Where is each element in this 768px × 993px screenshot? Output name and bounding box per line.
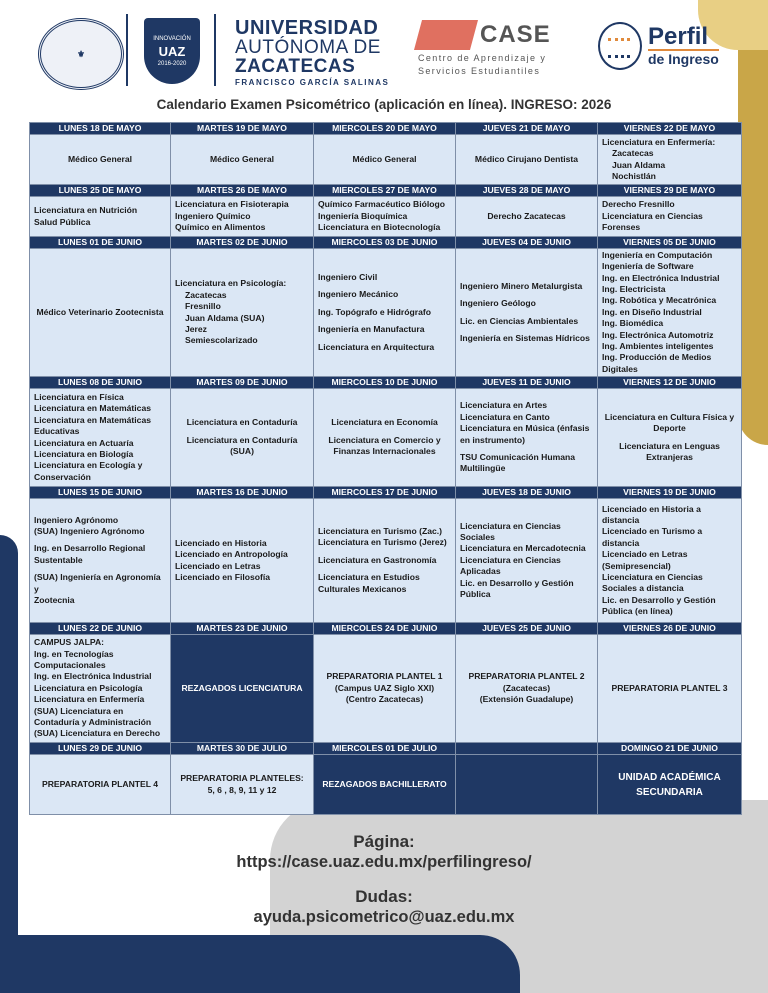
program-name: Sustentable — [34, 554, 83, 565]
day-header: JUEVES 21 DE MAYO — [456, 123, 598, 135]
program-name: distancia — [602, 515, 640, 526]
program-cell — [314, 197, 456, 237]
program-name: Licenciatura en Turismo (Zac.) — [318, 526, 443, 537]
program-name: Licenciatura en Matemáticas — [34, 414, 152, 425]
divider — [214, 14, 216, 86]
case-subtitle-1: Centro de Aprendizaje y — [418, 53, 547, 63]
program-name: SECUNDARIA — [636, 786, 703, 798]
program-name: Licenciatura en Arquitectura — [318, 341, 435, 352]
day-header: MIERCOLES 27 DE MAYO — [314, 185, 456, 197]
program-name: Lic. en Desarrollo y Gestión — [460, 577, 574, 588]
program-name: Jerez — [185, 323, 207, 334]
program-name: Ingeniero Minero Metalurgista — [460, 280, 583, 291]
university-seal-logo: ⚜ — [38, 18, 124, 90]
program-name: UNIDAD ACADÉMICA — [618, 771, 721, 783]
program-name: Licenciatura en Estudios — [318, 572, 420, 583]
program-name: Licenciatura en Psicología: — [175, 278, 287, 289]
program-name: Licenciatura en Mercadotecnia — [460, 543, 586, 554]
doubts-label: Dudas: — [355, 887, 413, 906]
day-header: JUEVES 11 DE JUNIO — [456, 377, 598, 389]
program-name: Licenciatura en Turismo (Jerez) — [318, 537, 447, 548]
program-name: Químico en Alimentos — [175, 222, 266, 233]
program-name: Ing. en Diseño Industrial — [602, 306, 702, 317]
program-name: CAMPUS JALPA: — [34, 637, 105, 648]
program-name: PREPARATORIA PLANTEL 3 — [611, 682, 728, 693]
programs-row — [30, 499, 742, 623]
day-header: JUEVES 04 DE JUNIO — [456, 237, 598, 249]
program-name: Ing. Ambientes inteligentes — [602, 340, 714, 351]
day-header-row — [30, 185, 742, 197]
program-name: Ingeniería en Sistemas Hídricos — [460, 332, 590, 343]
program-cell — [314, 635, 456, 743]
program-name: Ingeniero Químico — [175, 210, 251, 221]
program-name: Ingeniería en Manufactura — [318, 324, 425, 335]
day-header: MIERCOLES 03 DE JUNIO — [314, 237, 456, 249]
program-name: Ing. en Tecnologías — [34, 648, 114, 659]
program-cell — [30, 197, 171, 237]
university-line-1: UNIVERSIDAD — [235, 17, 379, 39]
program-name: Ing. Producción de Medios — [602, 352, 712, 363]
day-header: MIERCOLES 20 DE MAYO — [314, 123, 456, 135]
programs-row — [30, 635, 742, 743]
program-name: Aplicadas — [460, 566, 501, 577]
program-name: Licenciado en Letras — [602, 549, 688, 560]
program-name: Zacatecas — [612, 148, 654, 159]
program-cell — [314, 755, 456, 815]
program-name: Ing. en Electrónica Industrial — [34, 671, 152, 682]
program-name: Licenciatura en Lenguas — [619, 440, 720, 451]
program-name: Ing. en Electrónica Industrial — [602, 272, 720, 283]
day-header-row — [30, 123, 742, 135]
program-name: (Semipresencial) — [602, 560, 671, 571]
program-name: Licenciado en Historia a — [602, 503, 701, 514]
case-name: CASE — [480, 21, 551, 48]
programs-row — [30, 197, 742, 237]
program-name: Ing. Electricista — [602, 284, 666, 295]
university-line-3: ZACATECAS — [235, 56, 356, 77]
program-cell — [30, 135, 171, 185]
case-subtitle-2: Servicios Estudiantiles — [418, 66, 541, 77]
uaz-shield-text: UAZ — [158, 43, 186, 59]
day-header: MARTES 02 DE JUNIO — [171, 237, 314, 249]
program-name: Derecho Fresnillo — [602, 199, 675, 210]
program-name: Educativas — [34, 426, 80, 437]
program-name: (Zacatecas) — [502, 682, 551, 693]
program-name: Licenciatura en Artes — [460, 400, 548, 411]
uaz-shield-logo — [144, 18, 200, 84]
program-name: Zootecnia — [34, 594, 75, 605]
program-name: Licenciatura en Ciencias — [602, 571, 703, 582]
day-header: JUEVES 28 DE MAYO — [456, 185, 598, 197]
day-header-row — [30, 623, 742, 635]
program-name: Finanzas Internacionales — [333, 446, 436, 457]
program-name: PREPARATORIA PLANTEL 4 — [41, 778, 159, 789]
program-cell — [171, 249, 314, 377]
day-header: MIERCOLES 01 DE JULIO — [314, 743, 456, 755]
day-header: LUNES 08 DE JUNIO — [30, 377, 171, 389]
program-name: Semiescolarizado — [185, 335, 258, 346]
program-name: Lic. en Ciencias Ambientales — [460, 315, 579, 326]
program-cell — [456, 499, 598, 623]
day-header: LUNES 01 DE JUNIO — [30, 237, 171, 249]
day-header: JUEVES 25 DE JUNIO — [456, 623, 598, 635]
program-name: Juan Aldama (SUA) — [185, 312, 265, 323]
program-name: (SUA) Ingeniero Agrónomo — [34, 526, 145, 537]
day-header: MARTES 09 DE JUNIO — [171, 377, 314, 389]
university-subtitle: FRANCISCO GARCÍA SALINAS — [235, 78, 390, 87]
program-cell — [456, 389, 598, 487]
day-header: MIERCOLES 10 DE JUNIO — [314, 377, 456, 389]
case-logo — [418, 20, 558, 77]
navy-decor-bottom — [0, 935, 520, 993]
program-name: (Extensión Guadalupe) — [479, 694, 574, 705]
program-cell — [30, 499, 171, 623]
program-name: (SUA) Ingeniería en Agronomía y — [34, 572, 161, 594]
program-cell — [314, 389, 456, 487]
program-name: Ing. Topógrafo e Hidrógrafo — [318, 306, 431, 317]
program-name: Licenciatura en Enfermería: — [602, 136, 716, 147]
day-header: VIERNES 12 DE JUNIO — [598, 377, 742, 389]
program-name: (SUA) Licenciatura en — [34, 705, 124, 716]
program-name: PREPARATORIA PLANTELES: — [180, 773, 304, 784]
program-name: Sociales — [460, 532, 495, 543]
program-name: Licenciatura en Ecología y — [34, 460, 143, 471]
program-name: Ing. Electrónica Automotriz — [602, 329, 714, 340]
program-name: Médico Veterinario Zootecnista — [36, 306, 164, 317]
program-cell — [171, 389, 314, 487]
program-name: Licenciatura en Fisioterapia — [175, 199, 289, 210]
page-title: Calendario Examen Psicométrico (aplicación en línea). INGRESO: 2026 — [156, 97, 612, 112]
page-header — [0, 0, 768, 92]
support-email-link[interactable]: ayuda.psicometrico@uaz.edu.mx — [253, 908, 515, 926]
program-cell — [314, 135, 456, 185]
program-name: Conservación — [34, 471, 91, 482]
program-cell — [598, 197, 742, 237]
program-name: Licenciatura en Música (énfasis — [460, 423, 590, 434]
program-name: Computacionales — [34, 660, 106, 671]
program-cell — [598, 249, 742, 377]
page-url-link[interactable]: https://case.uaz.edu.mx/perfilingreso/ — [236, 853, 532, 871]
program-name: Licenciatura en Contaduría — [186, 434, 298, 445]
program-name: Licenciatura en Psicología — [34, 682, 143, 693]
program-name: Licenciatura en Contaduría — [186, 417, 298, 428]
program-name: Licenciatura en Biotecnología — [318, 222, 441, 233]
program-cell — [171, 197, 314, 237]
program-cell — [598, 755, 742, 815]
program-name: Licenciatura en Gastronomía — [318, 554, 437, 565]
program-cell — [598, 389, 742, 487]
program-cell — [30, 389, 171, 487]
day-header: LUNES 25 DE MAYO — [30, 185, 171, 197]
programs-row — [30, 249, 742, 377]
day-header-row — [30, 743, 742, 755]
uaz-shield-top: INNOVACIÓN — [153, 35, 191, 42]
program-name: Licenciatura en Nutrición — [34, 205, 138, 216]
day-header: MIERCOLES 24 DE JUNIO — [314, 623, 456, 635]
perfil-ingreso-logo — [598, 22, 719, 70]
day-header: VIERNES 05 DE JUNIO — [598, 237, 742, 249]
program-name: Contaduría y Administración — [34, 716, 152, 727]
day-header: JUEVES 18 DE JUNIO — [456, 487, 598, 499]
program-name: Licenciatura en Ciencias — [460, 554, 561, 565]
program-name: PREPARATORIA PLANTEL 2 — [468, 671, 585, 682]
program-cell — [171, 635, 314, 743]
program-name: Licenciatura en Biología — [34, 448, 134, 459]
exam-calendar-table — [29, 122, 742, 815]
day-header-row — [30, 487, 742, 499]
program-name: Licenciatura en Matemáticas — [34, 403, 152, 414]
program-name: Deporte — [653, 423, 686, 434]
program-name: Licenciado en Filosofía — [175, 571, 271, 582]
program-name: Derecho Zacatecas — [487, 210, 566, 221]
day-header: MARTES 26 DE MAYO — [171, 185, 314, 197]
program-cell — [456, 755, 598, 815]
program-name: Médico General — [352, 153, 417, 164]
program-cell — [456, 635, 598, 743]
program-name: Nochistlán — [612, 170, 656, 181]
program-name: Médico General — [210, 153, 274, 164]
day-header: MARTES 16 DE JUNIO — [171, 487, 314, 499]
program-name: Multilingüe — [460, 463, 506, 474]
program-name: Licenciatura en Cultura Física y — [604, 411, 735, 422]
program-name: Licenciado en Letras — [175, 560, 261, 571]
program-name: Licenciatura en Economía — [331, 417, 438, 428]
uaz-shield-years: 2016-2020 — [157, 60, 187, 67]
program-name: Ingeniería en Computación — [602, 250, 713, 261]
program-name: Licenciatura en Actuaría — [34, 437, 134, 448]
program-name: Licenciatura en Física — [34, 392, 124, 403]
program-cell — [598, 499, 742, 623]
program-cell — [598, 635, 742, 743]
program-name: Culturales Mexicanos — [318, 583, 407, 594]
program-name: (SUA) — [230, 446, 254, 457]
day-header: MARTES 23 DE JUNIO — [171, 623, 314, 635]
program-name: Extranjeras — [646, 451, 693, 462]
programs-row — [30, 389, 742, 487]
program-name: Licenciatura en Ciencias — [602, 210, 703, 221]
day-header: VIERNES 26 DE JUNIO — [598, 623, 742, 635]
program-name: (Campus UAZ Siglo XXI) — [334, 682, 435, 693]
program-name: Licenciado en Turismo a — [602, 526, 703, 537]
program-name: Ingeniero Civil — [318, 272, 378, 283]
day-header-row — [30, 237, 742, 249]
program-name: Forenses — [602, 222, 641, 233]
program-name: Ing. en Desarrollo Regional — [34, 543, 146, 554]
day-header: VIERNES 22 DE MAYO — [598, 123, 742, 135]
case-mark-icon — [414, 20, 478, 50]
programs-row — [30, 755, 742, 815]
program-name: Licenciatura en Comercio y — [328, 434, 441, 445]
program-name: Zacatecas — [185, 289, 227, 300]
day-header: LUNES 15 DE JUNIO — [30, 487, 171, 499]
program-name: (SUA) Licenciatura en Derecho — [34, 728, 161, 739]
page-label: Página: — [353, 832, 415, 851]
program-cell — [598, 135, 742, 185]
program-name: Químico Farmacéutico Biólogo — [318, 199, 446, 210]
program-name: Licenciado en Antropología — [175, 549, 288, 560]
program-cell — [314, 499, 456, 623]
program-name: (Centro Zacatecas) — [345, 694, 424, 705]
program-name: distancia — [602, 537, 640, 548]
day-header: VIERNES 19 DE JUNIO — [598, 487, 742, 499]
day-header: LUNES 22 DE JUNIO — [30, 623, 171, 635]
perfil-subtitle: de Ingreso — [648, 51, 719, 67]
program-cell — [30, 249, 171, 377]
program-cell — [171, 755, 314, 815]
programs-row — [30, 135, 742, 185]
program-name: Licenciatura en Ciencias — [460, 520, 561, 531]
day-header: VIERNES 29 DE MAYO — [598, 185, 742, 197]
program-cell — [171, 135, 314, 185]
program-name: Juan Aldama — [612, 159, 666, 170]
program-name: 5, 6 , 8, 9, 11 y 12 — [207, 784, 277, 795]
program-name: REZAGADOS BACHILLERATO — [322, 778, 447, 789]
day-header: MIERCOLES 17 DE JUNIO — [314, 487, 456, 499]
program-name: Ingeniería Bioquímica — [318, 210, 408, 221]
program-name: Ingeniero Mecánico — [318, 289, 399, 300]
program-name: PREPARATORIA PLANTEL 1 — [326, 671, 443, 682]
program-name: Salud Pública — [34, 216, 91, 227]
program-name: Ingeniero Geólogo — [460, 298, 536, 309]
program-name: Fresnillo — [185, 301, 221, 312]
program-cell — [30, 755, 171, 815]
program-name: Licenciado en Historia — [175, 537, 267, 548]
program-name: Pública (en línea) — [602, 605, 673, 616]
program-cell — [456, 135, 598, 185]
day-header — [456, 743, 598, 755]
program-name: Sociales a distancia — [602, 583, 684, 594]
day-header: DOMINGO 21 DE JUNIO — [598, 743, 742, 755]
program-name: en instrumento) — [460, 434, 525, 445]
program-cell — [456, 197, 598, 237]
day-header: LUNES 29 DE JUNIO — [30, 743, 171, 755]
program-name: Médico General — [68, 153, 132, 164]
day-header: LUNES 18 DE MAYO — [30, 123, 171, 135]
program-cell — [171, 499, 314, 623]
program-name: Ingeniero Agrónomo — [34, 514, 119, 525]
program-name: Licenciatura en Canto — [460, 411, 550, 422]
day-header: MARTES 30 DE JULIO — [171, 743, 314, 755]
day-header: MARTES 19 DE MAYO — [171, 123, 314, 135]
divider — [126, 14, 128, 86]
program-name: REZAGADOS LICENCIATURA — [181, 682, 303, 693]
program-name: Ing. Biomédica — [602, 318, 664, 329]
university-name — [235, 18, 389, 87]
program-name: Digitales — [602, 363, 638, 374]
perfil-title: Perfil — [648, 23, 709, 50]
program-cell — [314, 249, 456, 377]
program-cell — [30, 635, 171, 743]
program-name: Pública — [460, 588, 491, 599]
program-name: Ing. Robótica y Mecatrónica — [602, 295, 717, 306]
perfil-icon — [598, 22, 642, 70]
program-name: Lic. en Desarrollo y Gestión — [602, 594, 716, 605]
program-name: Ingeniería de Software — [602, 261, 694, 272]
day-header-row — [30, 377, 742, 389]
program-cell — [456, 249, 598, 377]
program-name: Médico Cirujano Dentista — [474, 153, 579, 164]
program-name: TSU Comunicación Humana — [460, 451, 576, 462]
university-line-2: AUTÓNOMA DE — [235, 37, 381, 58]
program-name: Licenciatura en Enfermería — [34, 694, 145, 705]
